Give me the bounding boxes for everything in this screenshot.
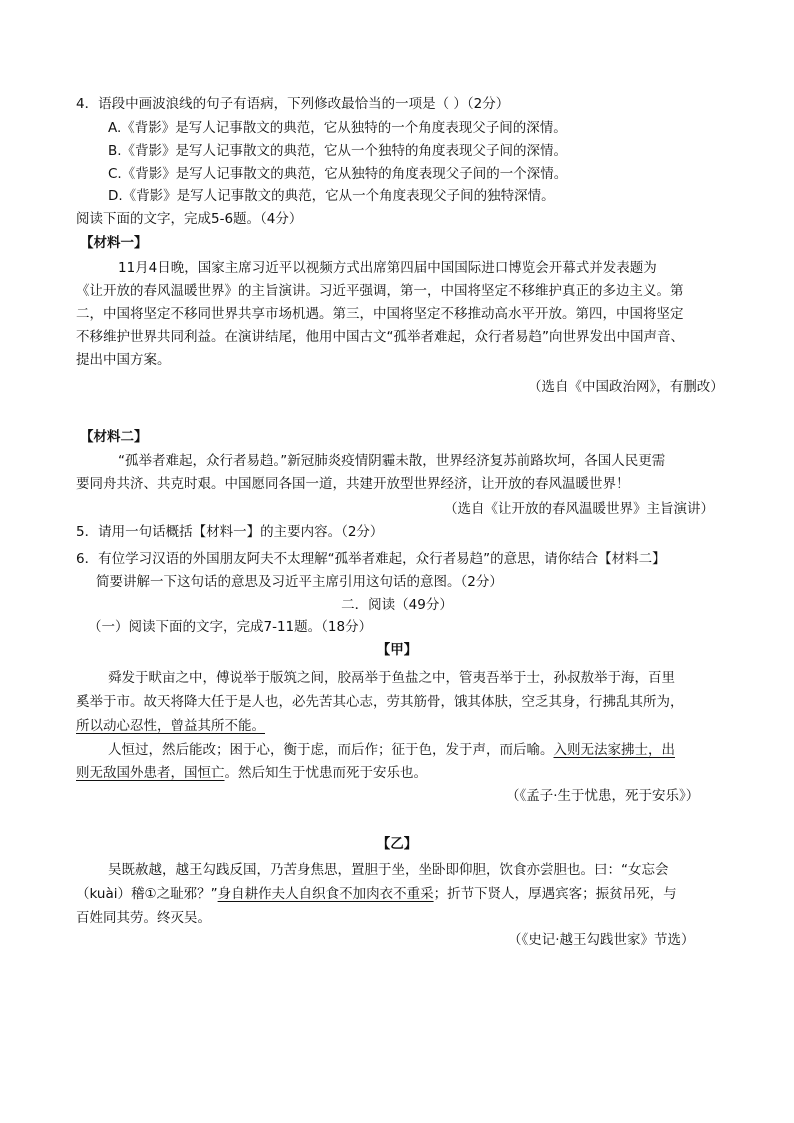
material-1-line: 11月4日晚，国家主席习近平以视频方式出席第四届中国国际进口博览会开幕式并发表题为 — [118, 260, 657, 276]
yi-text: ；折节下贤人，厚遇宾客；振贫吊死，与 — [433, 886, 677, 902]
yi-line-1: 吴既赦越，越王勾践反国，乃苦身焦思，置胆于坐，坐卧即仰胆，饮食亦尝胆也。曰：“女忘会 — [108, 862, 669, 878]
material-1-source: （选自《中国政治网》，有删改） — [528, 379, 724, 395]
material-1-line: 提出中国方案。 — [76, 352, 171, 368]
yi-text: （kuài）稽①之耻邪？” — [76, 886, 218, 902]
yi-source: （《史记·越王勾践世家》节选） — [508, 932, 695, 948]
jia-label: 【甲】 — [376, 642, 418, 658]
question-6-line-1: 6．有位学习汉语的外国朋友阿夫不太理解“孤举者难起，众行者易趋”的意思，请你结合【材料二】 — [76, 551, 666, 567]
jia-paragraph-2-text: 。然后知生于忧患而死于安乐也。 — [224, 765, 427, 781]
question-5: 5．请用一句话概括【材料一】的主要内容。（2分） — [76, 524, 384, 540]
jia-paragraph-1-line: 奚举于市。故天将降大任于是人也，必先苦其心志，劳其筋骨，饿其体肤，空乏其身，行拂乱其所为， — [76, 694, 684, 710]
yi-label: 【乙】 — [376, 836, 418, 852]
q4-option-b: B.《背影》是写人记事散文的典范，它从一个独特的角度表现父子间的深情。 — [108, 143, 568, 159]
material-1-line: 二，中国将坚定不移同世界共享市场机遇。第三，中国将坚定不移推动高水平开放。第四，中国将坚定 — [76, 306, 684, 322]
material-1-line: 不移维护世界共同利益。在演讲结尾，他用中国古文“孤举者难起，众行者易趋”向世界发出中国声音、 — [76, 329, 684, 345]
q4-option-a: A.《背影》是写人记事散文的典范，它从独特的一个角度表现父子间的深情。 — [108, 120, 567, 136]
jia-paragraph-2-line-1 — [108, 740, 675, 760]
part-1-intro: （一）阅读下面的文字，完成7-11题。（18分） — [88, 619, 373, 635]
material-2-label: 【材料二】 — [80, 429, 148, 445]
jia-paragraph-2-text: 人恒过，然后能改；困于心，衡于虑，而后作；征于色，发于声，而后喻。 — [108, 742, 554, 758]
jia-underlined-sentence: 则无敌国外患者，国恒亡 — [76, 765, 225, 781]
yi-underlined-sentence: 身自耕作夫人自织食不加肉衣不重采 — [217, 886, 434, 902]
q4-stem: 4．语段中画波浪线的句子有语病，下列修改最恰当的一项是（ ）（2分） — [76, 96, 510, 112]
yi-line-3: 百姓同其劳。终灭吴。 — [76, 910, 211, 926]
material-1-line: 《让开放的春风温暖世界》的主旨演讲。习近平强调，第一，中国将坚定不移维护真正的多边主义。第 — [76, 283, 684, 299]
jia-underlined-sentence: 所以动心忍性，曾益其所不能。 — [76, 718, 265, 734]
jia-paragraph-1-line: 舜发于畎亩之中，傅说举于版筑之间，胶鬲举于鱼盐之中，管夷吾举于士，孙叔敖举于海，百里 — [108, 670, 675, 686]
jia-source: （《孟子·生于忧患，死于安乐》） — [506, 788, 700, 804]
q4-option-d: D.《背影》是写人记事散文的典范，它从一个角度表现父子间的独特深情。 — [108, 188, 555, 204]
material-2-line: 要同舟共济、共克时艰。中国愿同各国一道，共建开放型世界经济，让开放的春风温暖世界！ — [76, 476, 630, 492]
jia-paragraph-2-line-2 — [76, 763, 427, 783]
q4-option-c: C.《背影》是写人记事散文的典范，它从独特的角度表现父子间的一个深情。 — [108, 166, 568, 182]
material-1-label: 【材料一】 — [80, 235, 148, 251]
yi-line-2 — [76, 884, 677, 904]
section-2-heading: 二．阅读（49分） — [341, 597, 453, 613]
jia-underlined-sentence: 入则无法家拂士，出 — [553, 742, 675, 758]
material-2-line: “孤举者难起，众行者易趋。”新冠肺炎疫情阴霾未散，世界经济复苏前路坎坷，各国人民更需 — [118, 453, 666, 469]
material-2-source: （选自《让开放的春风温暖世界》主旨演讲） — [444, 501, 714, 517]
question-6-line-2: 简要讲解一下这句话的意思及习近平主席引用这句话的意图。（2分） — [96, 574, 503, 590]
reading-5-6-intro: 阅读下面的文字，完成5-6题。（4分） — [76, 211, 303, 227]
